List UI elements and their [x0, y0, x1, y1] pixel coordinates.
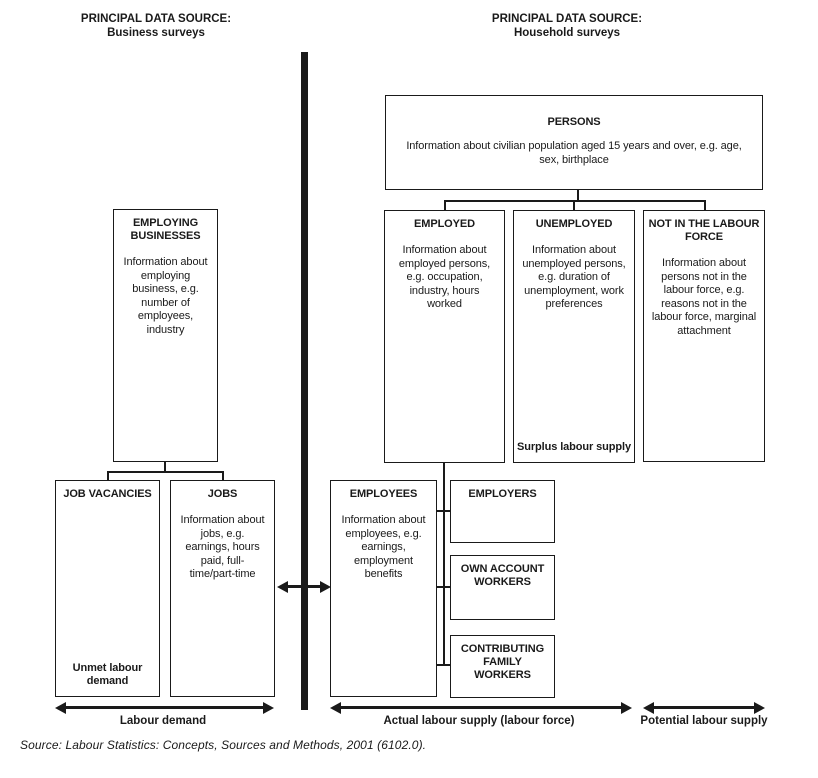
business-surveys-header-line2: Business surveys	[107, 27, 205, 39]
unmet-labour-demand-label: Unmet labour demand	[72, 662, 143, 687]
potential-labour-supply-arrow	[653, 706, 755, 709]
jobs-employees-link-arrow	[287, 585, 321, 588]
actual-labour-supply-arrow	[340, 706, 622, 709]
central-divider-line	[301, 52, 308, 710]
household-surveys-header-line2: Household surveys	[513, 27, 621, 39]
connector-tick-own-account	[437, 586, 450, 588]
household-surveys-header	[467, 12, 667, 40]
labour-demand-label: Labour demand	[119, 715, 207, 727]
connector-tick-employers	[437, 510, 450, 512]
jobs-box	[170, 480, 275, 697]
connector-persons-branch	[444, 200, 706, 202]
employing-businesses-body: Information about employing business, e.g. number of employees, industry	[123, 256, 208, 336]
unemployed-body: Information about unemployed persons, e.g. duration of unemployment, work preferences	[522, 244, 626, 310]
source-note: Source: Labour Statistics: Concepts, Sources and Methods, 2001 (6102.0).	[20, 738, 427, 752]
connector-employed-spine	[443, 463, 445, 666]
employees-title: EMPLOYEES	[349, 488, 418, 500]
unemployed-box	[513, 210, 635, 463]
connector-left-branch	[107, 471, 224, 473]
business-surveys-header	[56, 12, 256, 40]
employers-title: EMPLOYERS	[468, 488, 537, 500]
persons-box	[385, 95, 763, 190]
employing-businesses-title: EMPLOYING BUSINESSES	[130, 217, 201, 242]
not-in-labour-force-body: Information about persons not in the labour force, e.g. reasons not in the labour force, marginal attachment	[651, 257, 757, 337]
not-in-labour-force-box	[643, 210, 765, 462]
labour-demand-arrow	[65, 706, 264, 709]
own-account-workers-box	[450, 555, 555, 620]
employees-body: Information about employees, e.g. earnings, employment benefits	[341, 514, 426, 580]
persons-title: PERSONS	[547, 116, 601, 128]
potential-labour-supply-label: Potential labour supply	[640, 715, 768, 727]
employed-box	[384, 210, 505, 463]
employed-body: Information about employed persons, e.g. occupation, industry, hours worked	[398, 244, 491, 310]
own-account-workers-title: OWN ACCOUNT WORKERS	[460, 563, 545, 588]
actual-labour-supply-label: Actual labour supply (labour force)	[383, 715, 575, 727]
household-surveys-header-line1: PRINCIPAL DATA SOURCE:	[491, 13, 643, 25]
connector-tick-contributing	[437, 664, 450, 666]
not-in-labour-force-title: NOT IN THE LABOUR FORCE	[648, 218, 760, 243]
jobs-body: Information about jobs, e.g. earnings, hours paid, full-time/part-time	[180, 514, 265, 580]
contributing-family-workers-title: CONTRIBUTING FAMILY WORKERS	[460, 643, 545, 681]
employees-box	[330, 480, 437, 697]
contributing-family-workers-box	[450, 635, 555, 698]
business-surveys-header-line1: PRINCIPAL DATA SOURCE:	[80, 13, 232, 25]
surplus-labour-supply-label: Surplus labour supply	[516, 441, 632, 453]
persons-body: Information about civilian population aged 15 years and over, e.g. age, sex, birthplace	[406, 140, 742, 166]
job-vacancies-box	[55, 480, 160, 697]
employers-box	[450, 480, 555, 543]
unemployed-title: UNEMPLOYED	[535, 218, 613, 230]
job-vacancies-title: JOB VACANCIES	[63, 488, 152, 500]
jobs-title: JOBS	[207, 488, 238, 500]
employing-businesses-box	[113, 209, 218, 462]
employed-title: EMPLOYED	[414, 218, 475, 230]
